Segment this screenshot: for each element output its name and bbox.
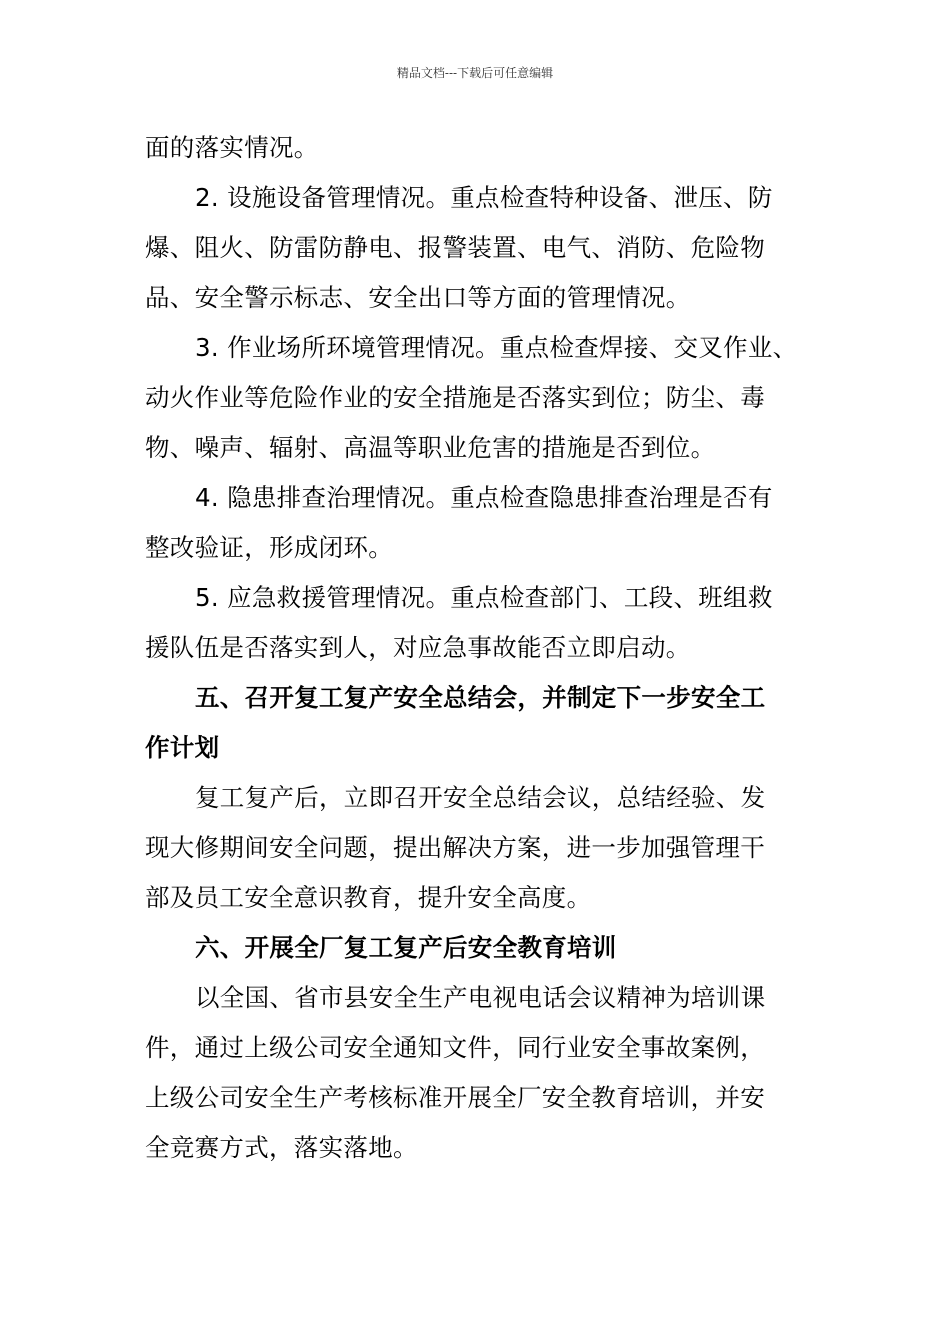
list-item-4-line: 4. 隐患排查治理情况。重点检查隐患排查治理是否有	[195, 483, 773, 512]
section-heading-5: 五、召开复工复产安全总结会，并制定下一步安全工	[195, 683, 766, 712]
list-item-2-line: 品、安全警示标志、安全出口等方面的管理情况。	[145, 283, 691, 312]
paragraph-line: 复工复产后，立即召开安全总结会议，总结经验、发	[195, 783, 766, 812]
paragraph-line: 以全国、省市县安全生产电视电话会议精神为培训课	[195, 983, 766, 1012]
list-item-4-line: 整改验证，形成闭环。	[145, 533, 393, 562]
paragraph-line: 上级公司安全生产考核标准开展全厂安全教育培训，并安	[145, 1083, 765, 1112]
list-item-3-line: 3. 作业场所环境管理情况。重点检查焊接、交叉作业、	[195, 333, 798, 362]
list-item-2-line: 2. 设施设备管理情况。重点检查特种设备、泄压、防	[195, 183, 773, 212]
list-item-3-line: 物、噪声、辐射、高温等职业危害的措施是否到位。	[145, 433, 716, 462]
paragraph-line: 件，通过上级公司安全通知文件，同行业安全事故案例，	[145, 1033, 765, 1062]
section-heading-5: 作计划	[145, 733, 220, 762]
paragraph-line: 部及员工安全意识教育，提升安全高度。	[145, 883, 592, 912]
paragraph-line: 全竞赛方式，落实落地。	[145, 1133, 418, 1162]
body-text-line: 面的落实情况。	[145, 133, 319, 162]
paragraph-line: 现大修期间安全问题，提出解决方案，进一步加强管理干	[145, 833, 765, 862]
list-item-5-line: 5. 应急救援管理情况。重点检查部门、工段、班组救	[195, 583, 773, 612]
list-item-5-line: 援队伍是否落实到人，对应急事故能否立即启动。	[145, 633, 691, 662]
page-header: 精品文档---下载后可任意编辑	[396, 66, 554, 80]
list-item-2-line: 爆、阻火、防雷防静电、报警装置、电气、消防、危险物	[145, 233, 765, 262]
section-heading-6: 六、开展全厂复工复产后安全教育培训	[195, 933, 617, 962]
list-item-3-line: 动火作业等危险作业的安全措施是否落实到位；防尘、毒	[145, 383, 765, 412]
